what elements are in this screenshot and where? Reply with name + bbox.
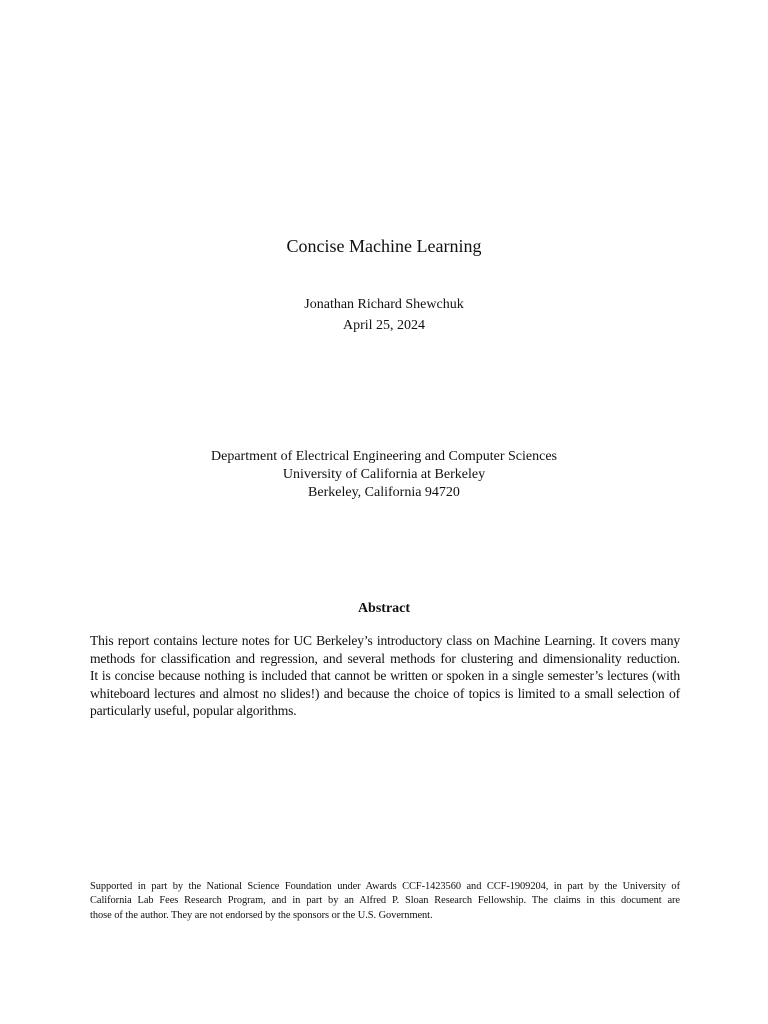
abstract-line: particularly useful, popular algorithms. [90, 703, 297, 719]
abstract-body [90, 632, 680, 720]
affiliation-department: Department of Electrical Engineering and Computer Sciences [211, 449, 557, 464]
footnote-line: those of the author. They are not endorsed by the sponsors or the U.S. Government. [90, 909, 433, 921]
footnote-line: Supported in part by the National Science Foundation under Awards CCF-1423560 and CCF-1909204, in part by the University of [90, 881, 680, 892]
author-block [0, 294, 768, 336]
affiliation-university: University of California at Berkeley [282, 467, 486, 482]
abstract-heading: Abstract [357, 601, 411, 616]
abstract-line: It is concise because nothing is included that cannot be written or spoken in a single semester’s lectures (with [90, 668, 680, 684]
funding-footnote [90, 880, 680, 923]
author-name: Jonathan Richard Shewchuk [304, 297, 464, 312]
abstract-line: methods for classification and regression, and several methods for clustering and dimensionality reduction. [90, 650, 680, 666]
affiliation-address: Berkeley, California 94720 [308, 485, 460, 500]
affiliation-block [0, 448, 768, 502]
footnote-line: California Lab Fees Research Program, and in part by an Alfred P. Sloan Research Fellowship. The claims in this document are [90, 895, 680, 907]
publication-date: April 25, 2024 [342, 318, 426, 333]
document-title: Concise Machine Learning [286, 236, 482, 256]
abstract-line: This report contains lecture notes for UC Berkeley’s introductory class on Machine Learning. It covers many [90, 633, 680, 648]
abstract-line: whiteboard lectures and almost no slides!) and because the choice of topics is limited to a small selection of [90, 685, 680, 701]
